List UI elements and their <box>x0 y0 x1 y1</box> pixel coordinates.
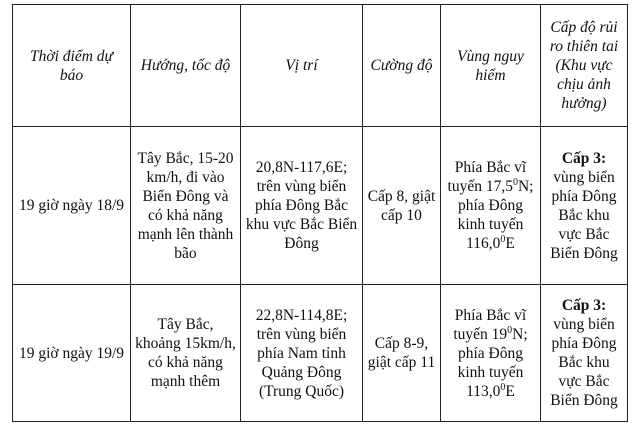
degree-sup: 0 <box>500 233 506 245</box>
danger-text-1: Phía Bắc vĩ tuyến 19 <box>453 306 527 343</box>
risk-area: vùng biển phía Đông Bắc khu vực Bắc Biển Đông <box>550 316 618 409</box>
danger-text-2: N; phía Đông kinh tuyến 116,0 <box>457 178 534 252</box>
cell-time: 19 giờ ngày 19/9 <box>13 285 131 422</box>
risk-area: vùng biển phía Đông Bắc khu vực Bắc Biển Đông <box>550 168 618 262</box>
danger-text-2: N; phía Đông kinh tuyến 113,0 <box>457 325 528 400</box>
danger-text-3: E <box>505 235 515 252</box>
cell-position: 22,8N-114,8E; trên vùng biển phía Nam tỉnh Quảng Đông (Trung Quốc) <box>241 285 363 422</box>
forecast-table <box>12 4 628 422</box>
cell-risk-level <box>541 285 628 422</box>
table-row <box>13 285 628 422</box>
degree-sup: 0 <box>512 176 518 188</box>
header-risk-level: Cấp độ rủi ro thiên tai (Khu vực chịu ảnh hưởng) <box>541 5 628 127</box>
degree-sup: 0 <box>500 381 506 393</box>
cell-risk-level <box>541 127 628 285</box>
cell-position: 20,8N-117,6E; trên vùng biển phía Đông Bắc khu vực Bắc Biển Đông <box>241 127 363 285</box>
header-time: Thời điểm dự báo <box>13 5 131 127</box>
danger-text-3: E <box>505 382 515 400</box>
table-row <box>13 127 628 285</box>
degree-sup: 0 <box>507 324 513 336</box>
header-position: Vị trí <box>241 5 363 127</box>
cell-danger-zone <box>441 127 541 285</box>
header-danger-zone: Vùng nguy hiểm <box>441 5 541 127</box>
cell-direction: Tây Bắc, khoảng 15km/h, có khả năng mạnh thêm <box>131 285 241 422</box>
header-row <box>13 5 628 127</box>
cell-intensity: Cấp 8, giật cấp 10 <box>363 127 441 285</box>
cell-direction: Tây Bắc, 15-20 km/h, đi vào Biển Đông và có khả năng mạnh lên thành bão <box>131 127 241 285</box>
cell-time: 19 giờ ngày 18/9 <box>13 127 131 285</box>
danger-text-1: Phía Bắc vĩ tuyến 17,5 <box>447 159 527 195</box>
risk-level-label: Cấp 3: <box>561 149 607 167</box>
risk-level-label: Cấp 3: <box>561 297 607 314</box>
cell-intensity: Cấp 8-9, giật cấp 11 <box>363 285 441 422</box>
header-direction: Hướng, tốc độ <box>131 5 241 127</box>
header-intensity: Cường độ <box>363 5 441 127</box>
cell-danger-zone <box>441 285 541 422</box>
